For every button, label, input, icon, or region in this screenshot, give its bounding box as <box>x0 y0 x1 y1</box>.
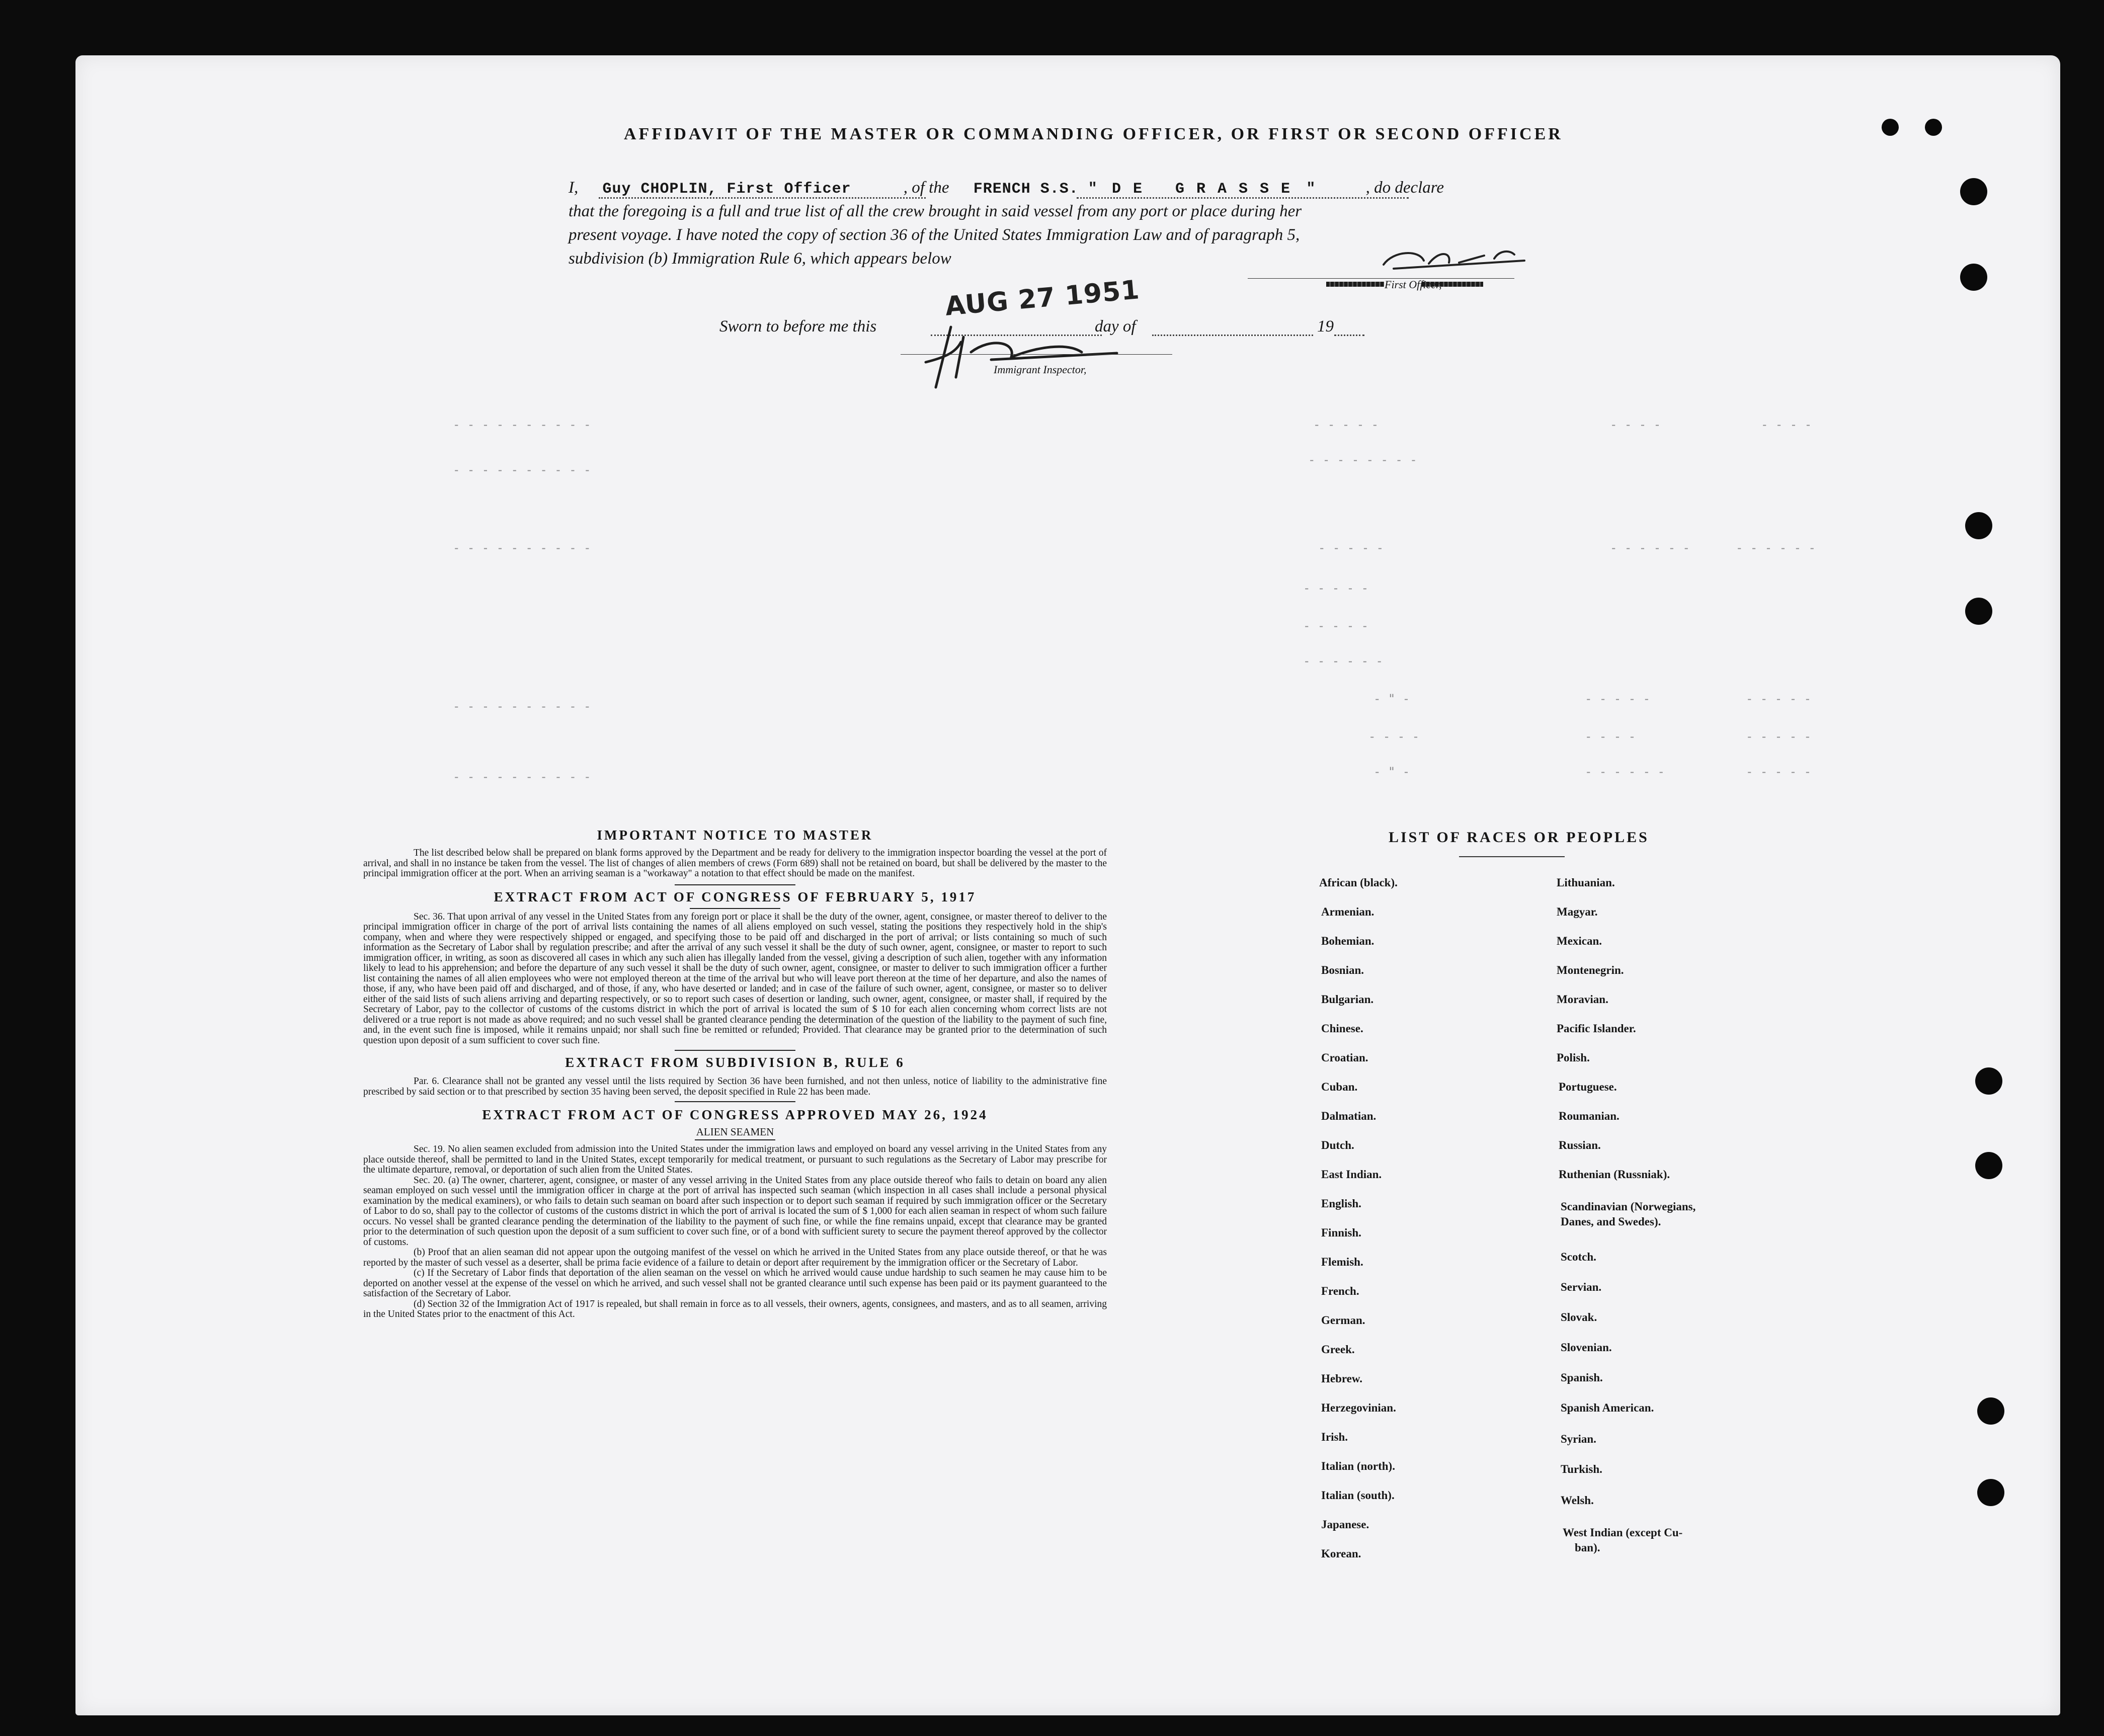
section-divider <box>690 908 780 909</box>
binder-hole <box>1977 1479 2004 1506</box>
inspector-signature-line <box>901 354 1172 355</box>
officer-signature-line <box>1248 278 1514 279</box>
month-fill-line <box>1152 335 1313 336</box>
bleed-mark: - - - - <box>1368 729 1420 743</box>
alien-seamen-subtitle: ALIEN SEAMEN <box>696 1126 774 1138</box>
declaration-line-4: subdivision (b) Immigration Rule 6, which appears below <box>569 250 951 268</box>
race-left: Italian (north). <box>1321 1460 1395 1472</box>
race-left: Irish. <box>1321 1431 1348 1443</box>
bleed-mark: - - - - <box>1610 418 1661 432</box>
race-right: Servian. <box>1561 1281 1602 1293</box>
sec-20b-body: (b) Proof that an alien seaman did not appear upon the outgoing manifest of the vessel on which he arrived in the United States from any place outside thereof, or that he was reported by the master of such vessel as a deserter, shall be prima facie evidence of a failure to detain or deport after requirement by the immigration officer or the Secretary of Labor. <box>363 1247 1107 1268</box>
bleed-mark: - - - - <box>1761 418 1812 432</box>
race-left: Finnish. <box>1321 1226 1361 1239</box>
race-left: Bohemian. <box>1321 935 1374 947</box>
ship-fill-line <box>1077 197 1409 199</box>
race-right: Spanish. <box>1561 1371 1603 1384</box>
race-right: Danes, and Swedes). <box>1561 1215 1661 1228</box>
declaration-line-2: that the foregoing is a full and true list of all the crew brought in said vessel from any port or place during her <box>569 202 1302 220</box>
notices-column <box>363 828 1107 1320</box>
date-stamp: AUG 27 1951 <box>944 275 1141 322</box>
race-left: Chinese. <box>1321 1022 1363 1035</box>
declaration-of-the: , of the <box>903 179 949 197</box>
binder-hole <box>1882 119 1899 136</box>
race-left: English. <box>1321 1197 1361 1210</box>
bleed-mark: - - - - <box>1585 729 1636 743</box>
race-right: Scotch. <box>1561 1251 1596 1263</box>
race-right: Slovak. <box>1561 1311 1597 1324</box>
section-divider <box>675 884 795 885</box>
race-right: Roumanian. <box>1559 1110 1620 1122</box>
race-left: African (black). <box>1319 876 1398 889</box>
bleed-mark: - " - <box>1373 765 1410 779</box>
race-left: Italian (south). <box>1321 1489 1395 1502</box>
sec-20a-body: Sec. 20. (a) The owner, charterer, agent, consignee, or master of any vessel arriving in the United States from any place outside thereof who fails to detain on board any alien seaman employed on such vessel until the immigration officer in charge at the port of arrival has inspected such seaman (which inspection in all cases shall include a personal physical examination by the medical examiners), or who fails to detain such seaman on board after such inspection or to deport such seaman if required by such immigration officer or the Secretary of Labor to do so, shall pay to the collector of customs of the customs district in which the port of arrival is located the sum of $ 1,000 for each alien seaman in respect of whom such failure occurs. No vessel shall be granted clearance pending the determination of the liability to the payment of such fine, or while the fine remains unpaid, except that clearance may be granted prior to the determination of such question upon the deposit of a sum sufficient to cover such fine, or of a bond with sufficient surety to secure the payment thereof approved by the collector of customs. <box>363 1175 1107 1248</box>
binder-hole <box>1975 1152 2002 1179</box>
race-left: Bosnian. <box>1321 964 1364 976</box>
bleed-mark: - - - - - <box>1303 619 1369 633</box>
race-right: ban). <box>1575 1541 1600 1554</box>
race-left: Korean. <box>1321 1547 1361 1560</box>
bleed-mark: - - - - - - - - - - <box>453 541 591 555</box>
extract-1917-title: EXTRACT FROM ACT OF CONGRESS OF FEBRUARY 5, 1917 <box>494 889 977 904</box>
name-fill-line <box>599 197 926 199</box>
race-right: West Indian (except Cu- <box>1563 1526 1683 1539</box>
race-left: French. <box>1321 1285 1359 1297</box>
race-left: Dutch. <box>1321 1139 1354 1151</box>
race-left: East Indian. <box>1321 1168 1382 1181</box>
race-left: German. <box>1321 1314 1365 1327</box>
inspector-caption: Immigrant Inspector, <box>994 363 1087 376</box>
rule-6-title: EXTRACT FROM SUBDIVISION B, RULE 6 <box>565 1055 905 1070</box>
ship-suffix: " <box>1306 181 1316 198</box>
bleed-mark: - - - - - <box>1303 581 1369 595</box>
race-left: Cuban. <box>1321 1081 1358 1093</box>
bleed-mark: - - - - - - <box>1585 765 1665 779</box>
officer-caption: First Officer, <box>1385 278 1442 291</box>
bleed-mark: - - - - - <box>1318 541 1384 555</box>
binder-hole <box>1965 598 1992 625</box>
race-right: Syrian. <box>1561 1433 1596 1445</box>
race-left: Armenian. <box>1321 905 1374 918</box>
race-left: Japanese. <box>1321 1518 1369 1531</box>
sec-19-body: Sec. 19. No alien seamen excluded from admission into the United States under the immigration laws and employed on board any vessel arriving in the United States from any place outside thereof, shall be permitted to land in the United States, except temporarily for medical treatment, or pursuant to such regulations as the Secretary of Labor may prescribe for the ultimate departure, removal, or deportation of such alien from the United States. <box>363 1144 1107 1175</box>
binder-hole <box>1975 1067 2002 1095</box>
race-right: Scandinavian (Norwegians, <box>1561 1200 1696 1213</box>
year-text: 19 <box>1317 317 1334 336</box>
race-right: Welsh. <box>1561 1494 1594 1507</box>
bleed-mark: - - - - - <box>1313 418 1379 432</box>
day-of-text: day of <box>1095 317 1136 336</box>
rule-6-body: Par. 6. Clearance shall not be granted any vessel until the lists required by Section 36 have been furnished, and not then unless, notice of liability to the administrative fine prescribed by said section or to that prescribed by section 35 having been served, the deposit specified in Rule 22 has been made. <box>363 1076 1107 1097</box>
bleed-mark: - - - - - - - - - - <box>453 463 591 477</box>
race-left: Dalmatian. <box>1321 1110 1377 1122</box>
binder-hole <box>1960 264 1987 291</box>
race-left: Greek. <box>1321 1343 1355 1356</box>
binder-hole <box>1965 512 1992 539</box>
race-right: Lithuanian. <box>1557 876 1615 889</box>
race-right: Polish. <box>1557 1051 1590 1064</box>
sworn-text: Sworn to before me this <box>719 317 877 336</box>
race-right: Pacific Islander. <box>1557 1022 1636 1035</box>
bleed-mark: - - - - - <box>1746 692 1812 706</box>
race-left: Bulgarian. <box>1321 993 1374 1006</box>
races-title: LIST OF RACES OR PEOPLES <box>1389 829 1649 846</box>
bleed-mark: - - - - - - - - - - <box>453 770 591 784</box>
section-divider <box>675 1050 795 1051</box>
affidavit-title: AFFIDAVIT OF THE MASTER OR COMMANDING OFFICER, OR FIRST OR SECOND OFFICER <box>624 125 1563 143</box>
section-divider <box>675 1101 795 1102</box>
race-left: Flemish. <box>1321 1256 1363 1268</box>
officer-title-strikeout <box>1326 282 1384 287</box>
section-divider <box>695 1139 775 1140</box>
bleed-mark: - - - - - - <box>1610 541 1690 555</box>
officer-name: Guy CHOPLIN, First Officer <box>602 181 851 198</box>
declaration-line-3: present voyage. I have noted the copy of section 36 of the United States Immigration Law and of paragraph 5, <box>569 226 1300 244</box>
race-right: Russian. <box>1559 1139 1601 1151</box>
inspector-signature <box>916 322 1132 392</box>
race-right: Portuguese. <box>1559 1081 1617 1093</box>
extract-1924-title: EXTRACT FROM ACT OF CONGRESS APPROVED MAY 26, 1924 <box>482 1107 988 1122</box>
race-right: Ruthenian (Russniak). <box>1559 1168 1670 1181</box>
bleed-mark: - - - - - - - - - - <box>453 699 591 713</box>
declaration-i: I, <box>569 179 579 197</box>
bleed-mark: - - - - - - - - <box>1308 453 1417 467</box>
race-right: Mexican. <box>1557 935 1602 947</box>
bleed-mark: - - - - - - - - - - <box>453 418 591 432</box>
race-right: Turkish. <box>1561 1463 1602 1475</box>
extract-1917-body: Sec. 36. That upon arrival of any vessel in the United States from any foreign port or place it shall be the duty of the owner, agent, consignee, or master thereof to deliver to the principal immigration officer in charge of the port of arrival lists containing the names of all aliens employed on such vessel, stating the positions they respectively hold in the ship's company, when and where they were respectively shipped or engaged, and specifying those to be paid off and discharged in the port of arrival; or lists containing so much of such information as the Secretary of Labor shall by regulation prescribe; and after the arrival of any such vessel it shall be the duty of such owner, agent, consignee, or master to report to such immigration officer, in writing, as soon as discovered all cases in which any such alien has illegally landed from the vessel, giving a description of such alien, together with any information likely to lead to his apprehension; and before the departure of any such vessel it shall be the duty of such owner, agent, consignee, or master to deliver to such immigration officer a further list containing the names of all alien employees who were not employed thereon at the time of the arrival but who will leave port thereon at the time of her departure, and also the names of those, if any, who have been paid off and discharged, and of those, if any, who have deserted or landed; and in case of the failure of such owner, agent, consignee, or master so to deliver either of the said lists of such aliens arriving and departing respectively, or so to report such cases of desertion or landing, such owner, agent, consignee, or master shall, if required by the Secretary of Labor, pay to the collector of customs of the customs district in which the port of arrival is located the sum of $ 10 for each alien concerning whom correct lists are not delivered or a true report is not made as above required; and no such vessel shall be granted clearance pending the determination of the question of the liability to the payment of such fine, and, in the event such fine is imposed, while it remains unpaid; nor shall such fine be remitted or refunded; Provided. That clearance may be granted prior to the determination of such question upon deposit of a sum sufficient to cover such fine. <box>363 911 1107 1046</box>
bleed-mark: - - - - - - <box>1736 541 1816 555</box>
bleed-mark: - - - - - <box>1746 765 1812 779</box>
bleed-mark: - " - <box>1373 692 1410 706</box>
bleed-mark: - - - - - <box>1746 729 1812 743</box>
ship-name: DE GRASSE <box>1112 181 1303 198</box>
race-right: Magyar. <box>1557 905 1598 918</box>
binder-hole <box>1960 178 1987 205</box>
race-left: Croatian. <box>1321 1051 1368 1064</box>
race-right: Moravian. <box>1557 993 1608 1006</box>
ship-prefix: FRENCH S.S. " <box>973 181 1098 198</box>
sec-20d-body: (d) Section 32 of the Immigration Act of 1917 is repealed, but shall remain in force as to all vessels, their owners, agents, consignees, and masters, and as to all seamen, arriving in the United States prior to the enactment of this Act. <box>363 1298 1107 1319</box>
binder-hole <box>1977 1397 2004 1425</box>
notice-title: IMPORTANT NOTICE TO MASTER <box>597 828 873 843</box>
race-right: Spanish American. <box>1561 1401 1654 1414</box>
race-left: Herzegovinian. <box>1321 1401 1396 1414</box>
binder-hole <box>1925 119 1942 136</box>
races-title-underline <box>1459 856 1565 857</box>
officer-signature <box>1363 240 1534 276</box>
notice-body: The list described below shall be prepared on blank forms approved by the Department and be ready for delivery to the immigration inspector boarding the vessel at the port of arrival, and shall in no instance be taken from the vessel. The list of changes of alien members of crews (Form 689) shall not be retained on board, but shall be delivered by the master to the principal immigration officer at the port. When an arriving seaman is a "workaway" a notation to that effect should be made on the manifest. <box>363 848 1107 879</box>
bleed-mark: - - - - - <box>1585 692 1651 706</box>
declaration-do-declare: , do declare <box>1365 179 1444 197</box>
year-fill-line <box>1334 335 1364 336</box>
race-right: Montenegrin. <box>1557 964 1624 976</box>
race-right: Slovenian. <box>1561 1341 1612 1354</box>
race-left: Hebrew. <box>1321 1372 1362 1385</box>
bleed-mark: - - - - - - <box>1303 654 1383 668</box>
sec-20c-body: (c) If the Secretary of Labor finds that deportation of the alien seaman on the vessel on which he arrived would cause undue hardship to such seamen he may cause him to be deported on another vessel at the expense of the vessel on which he arrived, and such vessel shall not be granted clearance until such expense has been paid or its payment guaranteed to the satisfaction of the Secretary of Labor. <box>363 1268 1107 1299</box>
